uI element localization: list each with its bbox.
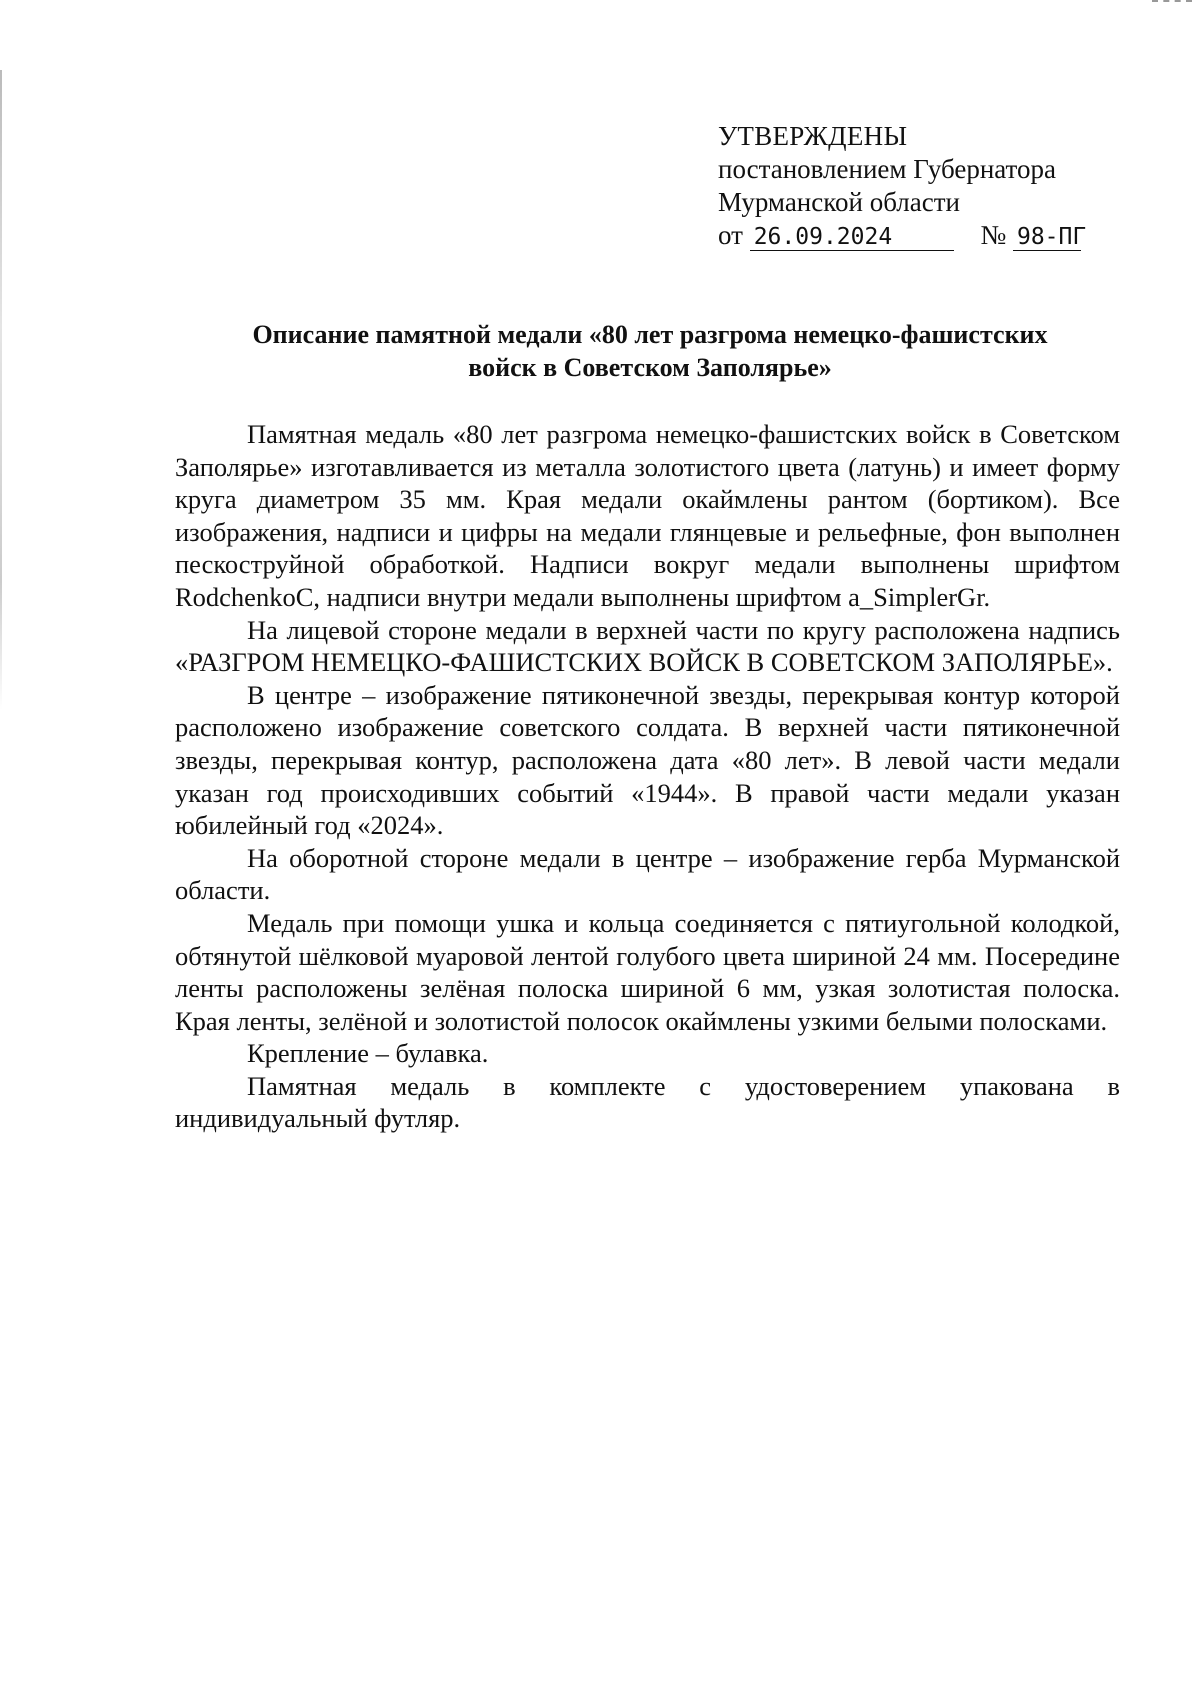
- paragraph-3: В центре – изображение пятиконечной звезды, перекрывая контур которой расположено изображение советского солдата. В верхней части пятиконечной звезды, перекрывая контур, расположена дата «80 лет». В левой части медали указан год происходивших событий «1944». В правой части медали указан юбилейный год «2024».: [175, 679, 1120, 841]
- approval-line-2: Мурманской области: [718, 187, 960, 217]
- number-sign: №: [980, 220, 1007, 250]
- date-prefix: от: [718, 220, 743, 250]
- paragraph-1: Памятная медаль «80 лет разгрома немецко-фашистских войск в Советском Заполярье» изготавливается из металла золотистого цвета (латунь) и имеет форму круга диаметром 35 мм. Края медали окаймлены рантом (бортиком). Все изображения, надписи и цифры на медали глянцевые и рельефные, фон выполнен пескоструйной обработкой. Надписи вокруг медали выполнены шрифтом RodchenkoC, надписи внутри медали выполнены шрифтом a_SimplerGr.: [175, 419, 1120, 612]
- paragraph-2: На лицевой стороне медали в верхней части по кругу расположена надпись «РАЗГРОМ НЕМЕЦКО-ФАШИСТСКИХ ВОЙСК В СОВЕТСКОМ ЗАПОЛЯРЬЕ».: [175, 614, 1120, 678]
- document-title: [175, 318, 1125, 384]
- document-title-line-1: Описание памятной медали «80 лет разгрома немецко-фашистских: [252, 320, 1048, 349]
- paragraph-5: Медаль при помощи ушка и кольца соединяется с пятиугольной колодкой, обтянутой шёлковой муаровой лентой голубого цвета шириной 24 мм. Посередине ленты расположены зелёная полоска шириной 6 мм, узкая золотистая полоска. Края ленты, зелёной и золотистой полосок окаймлены узкими белыми полосками.: [175, 907, 1120, 1036]
- approval-line-1: постановлением Губернатора: [718, 154, 1056, 184]
- document-title-line-2: войск в Советском Заполярье»: [468, 353, 832, 382]
- paragraph-7: Памятная медаль в комплекте с удостоверением упакована в индивидуальный футляр.: [175, 1070, 1120, 1134]
- paragraph-6: Крепление – булавка.: [247, 1038, 489, 1069]
- approval-block: [718, 120, 1087, 252]
- approval-number: 98-ПГ: [1013, 224, 1081, 251]
- scan-corner-mark: [1152, 0, 1192, 5]
- approval-date: 26.09.2024: [750, 224, 954, 251]
- document-body: [175, 418, 1120, 1135]
- scan-edge-artifact: [0, 70, 2, 710]
- approval-title: УТВЕРЖДЕНЫ: [718, 121, 908, 151]
- approval-date-number-row: [718, 219, 1087, 252]
- paragraph-4: На оборотной стороне медали в центре – изображение герба Мурманской области.: [175, 842, 1120, 906]
